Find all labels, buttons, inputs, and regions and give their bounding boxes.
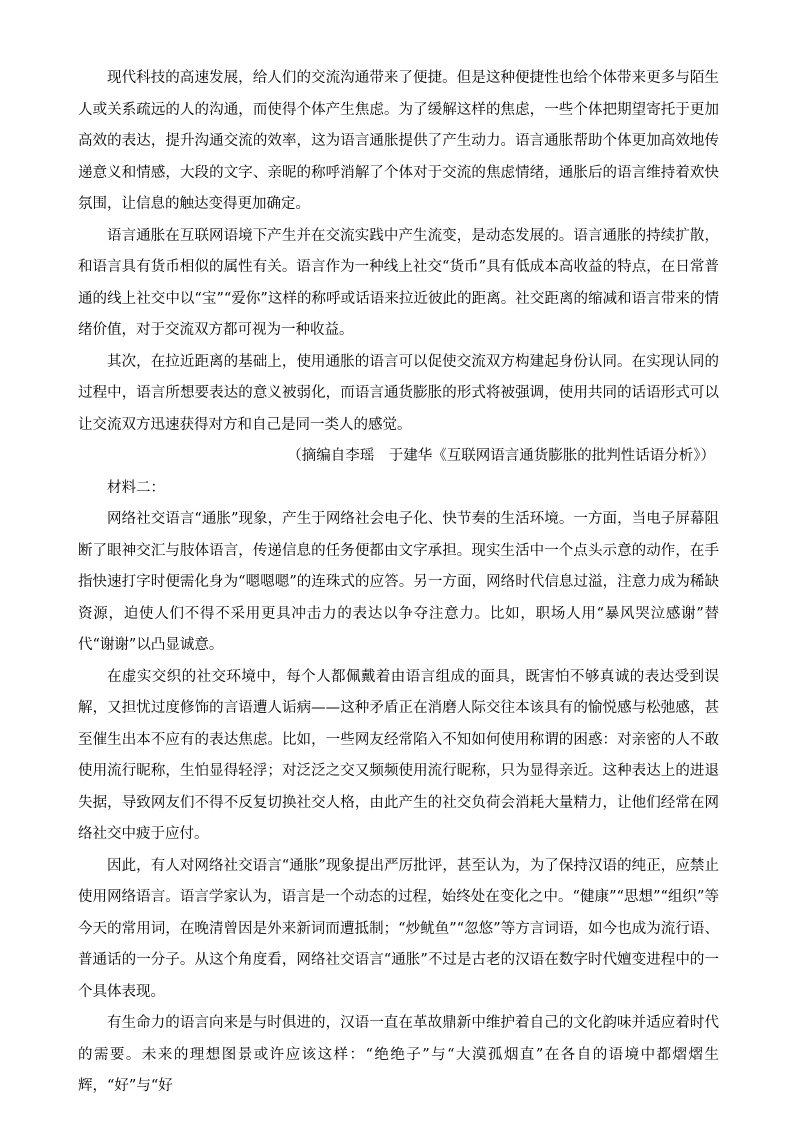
paragraph: 其次，在拉近距离的基础上，使用通胀的语言可以促使交流双方构建起身份认同。在实现认同的过程中，语言所想要表达的意义被弱化，而语言通货膨胀的形式将被强调，使用共同的话语形式可以让交流双方迅速获得对方和自己是同一类人的感觉。 xyxy=(78,353,719,433)
paragraph: 网络社交语言“通胀”现象，产生于网络社会电子化、快节奏的生活环境。一方面，当电子屏幕阻断了眼神交汇与肢体语言，传递信息的任务便都由文字承担。现实生活中一个点头示意的动作，在手指快速打字时便需化身为“嗯嗯嗯”的连珠式的应答。另一方面，网络时代信息过溢，注意力成为稀缺资源，迫使人们不得不采用更具冲击力的表达以争夺注意力。比如，职场人用“暴风哭泣感谢”替代“谢谢”以凸显诚意。 xyxy=(78,511,719,653)
paragraph: 现代科技的高速发展，给人们的交流沟通带来了便捷。但是这种便捷性也给个体带来更多与陌生人或关系疏远的人的沟通，而使得个体产生焦虑。为了缓解这样的焦虑，一些个体把期望寄托于更加高效的表达，提升沟通交流的效率，这为语言通胀提供了产生动力。语言通胀帮助个体更加高效地传递意义和情感，大段的文字、亲昵的称呼消解了个体对于交流的焦虑情绪，通胀后的语言维持着欢快氛围，让信息的触达变得更加确定。 xyxy=(78,70,719,212)
material-label: 材料二： xyxy=(107,479,165,496)
paragraph: 有生命力的语言向来是与时俱进的，汉语一直在革故鼎新中维护着自己的文化韵味并适应着时代的需要。未来的理想图景或许应该这样：“绝绝子”与“大漠孤烟直”在各自的语境中都熠熠生辉，“好”与“好 xyxy=(78,1015,719,1094)
document-page xyxy=(78,63,719,1103)
source-citation: （摘编自李瑶 于建华《互联网语言通货膨胀的批判性话语分析》） xyxy=(287,448,715,464)
paragraph: 在虚实交织的社交环境中，每个人都佩戴着由语言组成的面具，既害怕不够真诚的表达受到误解，又担忧过度修饰的言语遭人诟病——这种矛盾正在消磨人际交往本该具有的愉悦感与松弛感，甚至催生出本不应有的表达焦虑。比如，一些网友经常陷入不知如何使用称谓的困惑：对亲密的人不敢使用流行昵称，生怕显得轻浮；对泛泛之交又频频使用流行昵称，只为显得亲近。这种表达上的进退失据，导致网友们不得不反复切换社交人格，由此产生的社交负荷会消耗大量精力，让他们经常在网络社交中疲于应付。 xyxy=(78,668,719,842)
paragraph: 语言通胀在互联网语境下产生并在交流实践中产生流变，是动态发展的。语言通胀的持续扩散，和语言具有货币相似的属性有关。语言作为一种线上社交“货币”具有低成本高收益的特点，在日常普通的线上社交中以“宝”“爱你”这样的称呼或话语来拉近彼此的距离。社交距离的缩减和语言带来的情绪价值，对于交流双方都可视为一种收益。 xyxy=(78,227,719,338)
paragraph: 因此，有人对网络社交语言“通胀”现象提出严厉批评，甚至认为，为了保持汉语的纯正，应禁止使用网络语言。语言学家认为，语言是一个动态的过程，始终处在变化之中。“健康”“思想”“组织”等今天的常用词，在晚清曾因是外来新词而遭抵制；“炒鱿鱼”“忽悠”等方言词语，如今也成为流行语、普通话的一分子。从这个角度看，网络社交语言“通胀”不过是古老的汉语在数字时代嬗变进程中的一个具体表现。 xyxy=(78,857,719,1000)
